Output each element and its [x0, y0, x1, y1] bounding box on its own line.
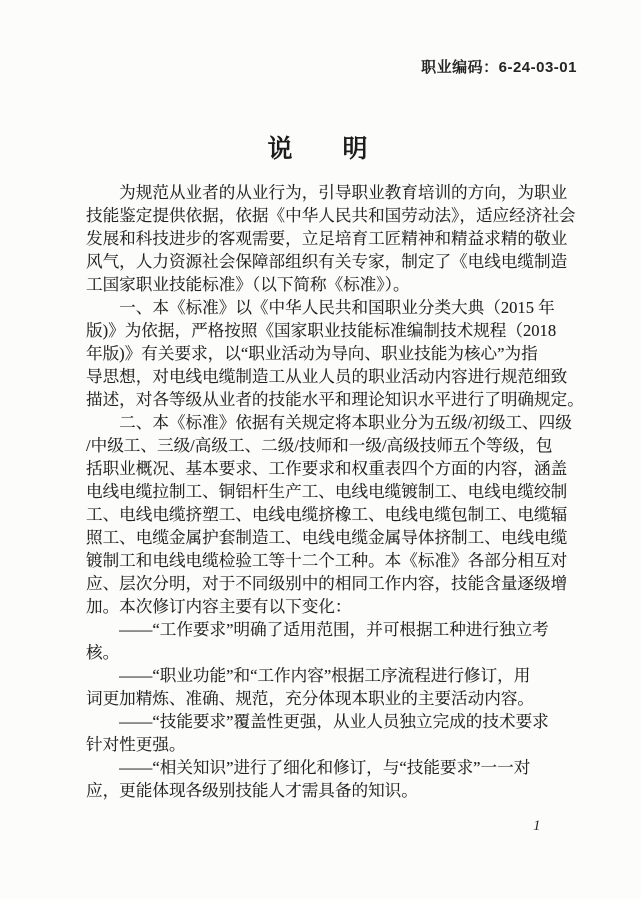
body-text [86, 181, 588, 802]
body-line: 应、层次分明，对于不同级别中的相同工作内容，技能含量逐级增 [86, 574, 568, 593]
paragraph-3 [86, 411, 588, 618]
body-line: 电线电缆拉制工、铜铝杆生产工、电线电缆镀制工、电线电缆绞制 [86, 482, 568, 501]
body-line: 核。 [86, 643, 120, 662]
body-line: 一、本《标准》以《中华人民共和国职业分类大典（2015 年 [86, 298, 555, 317]
body-line: 风气，人力资源社会保障部组织有关专家，制定了《电线电缆制造 [86, 252, 568, 271]
body-line: 括职业概况、基本要求、工作要求和权重表四个方面的内容，涵盖 [86, 459, 568, 478]
body-line: 二、本《标准》依据有关规定将本职业分为五级/初级工、四级 [86, 413, 572, 432]
body-line: 导思想，对电线电缆制造工从业人员的职业活动内容进行规范细致 [86, 367, 568, 386]
paragraph-1 [86, 181, 588, 296]
body-line: 为规范从业者的从业行为，引导职业教育培训的方向，为职业 [86, 183, 568, 202]
body-line: 工国家职业技能标准》（以下简称《标准》）。 [86, 275, 410, 294]
body-line: 描述，对各等级从业者的技能水平和理论知识水平进行了明确规定。 [86, 390, 584, 409]
body-line: ——“相关知识”进行了细化和修订，与“技能要求”一一对 [86, 758, 531, 777]
body-line: ——“技能要求”覆盖性更强，从业人员独立完成的技术要求 [86, 712, 549, 731]
body-line: 发展和科技进步的客观需要，立足培育工匠精神和精益求精的敬业 [86, 229, 568, 248]
body-line: ——“职业功能”和“工作内容”根据工序流程进行修订，用 [86, 666, 531, 685]
body-line: 工、电线电缆挤塑工、电线电缆挤橡工、电线电缆包制工、电缆辐 [86, 505, 568, 524]
body-line: 年版)》有关要求，以“职业活动为导向、职业技能为核心”为指 [86, 344, 538, 363]
body-line: 版)》为依据，严格按照《国家职业技能标准编制技术规程（2018 [86, 321, 557, 340]
paragraph-6 [86, 710, 588, 756]
paragraph-2 [86, 296, 588, 411]
occupation-code: 职业编码：6-24-03-01 [421, 59, 577, 76]
body-line: 照工、电缆金属护套制造工、电线电缆金属导体挤制工、电线电缆 [86, 528, 568, 547]
body-line: 词更加精炼、准确、规范，充分体现本职业的主要活动内容。 [86, 689, 535, 708]
paragraph-4 [86, 618, 588, 664]
body-line: 应，更能体现各级别技能人才需具备的知识。 [86, 781, 418, 800]
body-line: ——“工作要求”明确了适用范围，并可根据工种进行独立考 [86, 620, 549, 639]
body-line: 镀制工和电线电缆检验工等十二个工种。本《标准》各部分相互对 [86, 551, 568, 570]
page-title: 说 明 [267, 134, 368, 163]
body-line: /中级工、三级/高级工、二级/技师和一级/高级技师五个等级，包 [86, 436, 553, 455]
page-number: 1 [533, 818, 541, 834]
body-line: 加。本次修订内容主要有以下变化： [86, 597, 352, 616]
paragraph-7 [86, 756, 588, 802]
body-line: 技能鉴定提供依据，依据《中华人民共和国劳动法》，适应经济社会 [86, 206, 576, 225]
paragraph-5 [86, 664, 588, 710]
body-line: 针对性更强。 [86, 735, 186, 754]
